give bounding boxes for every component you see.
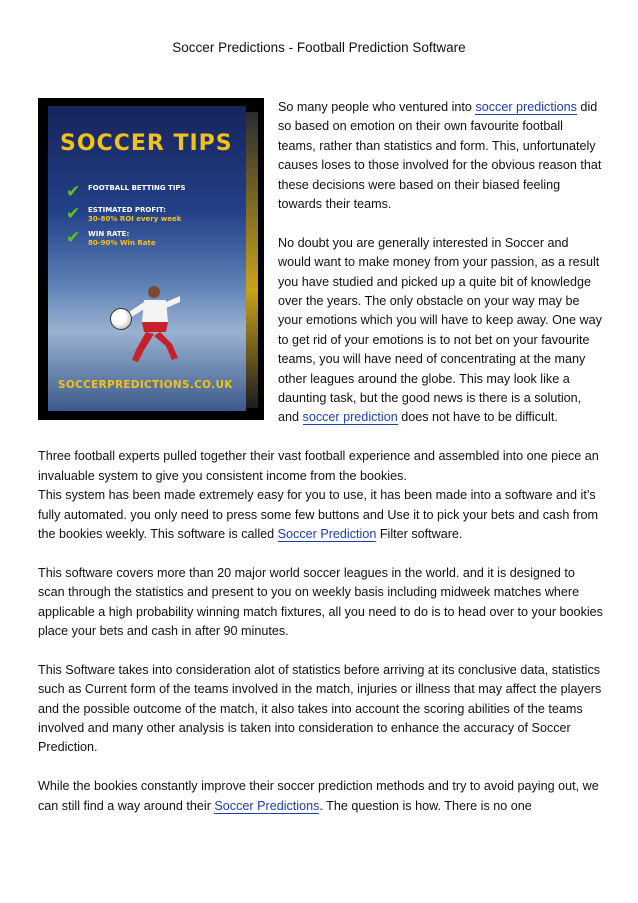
link-soccer-predictions-bookies[interactable]: Soccer Predictions [214,798,320,813]
link-soccer-prediction[interactable]: soccer prediction [302,410,398,425]
feature-item: ✔ ESTIMATED PROFIT: 30-80% ROI every week [66,204,182,223]
box-title: SOCCER TIPS [60,131,233,156]
feature-item: ✔ FOOTBALL BETTING TIPS [66,182,186,201]
paragraph-1: So many people who ventured into soccer predictions did so based on emotion on their own favourite football teams, rather than statistics and form. This, unfortunately causes loses to those involved for the obvious reason that these decisions were based on their biased feeling towards their teams. [278,100,602,212]
paragraph-3: Three football experts pulled together their vast football experience and assembled into one piece an invaluable system to give you consistent income from the bookies. This system has been made extremely easy for you to use, it has been made into a software and it’s fully automated. you only need to press some few buttons and Use it to pick your bets and cash from the bookies weekly. This software is called Soccer Prediction Filter software. [38,449,599,541]
check-icon: ✔ [66,182,81,201]
product-box-side [246,112,258,408]
check-icon: ✔ [66,228,81,247]
page-title: Soccer Predictions - Football Prediction Software [172,40,466,55]
paragraph-5: This Software takes into consideration alot of statistics before arriving at its conclusive data, statistics such as Current form of the teams involved in the match, injuries or illness that may affect the players and the possible outcome of the match, it also takes into account the scoring abilities of the teams involved and many other analysis is taken into consideration to enhance the accuracy of Soccer Prediction. [38,662,602,755]
soccer-ball-icon [110,308,132,330]
paragraph-4: This software covers more than 20 major world soccer leagues in the world. and it is designed to scan through the statistics and present to you on weekly basis including midweek matches where applicable a high probability winning match fixtures, all you need to do is to head over to your bookies place your bets and cash in after 90 minutes. [38,565,603,638]
link-soccer-prediction-software[interactable]: Soccer Prediction [277,526,377,541]
paragraph-2: No doubt you are generally interested in Soccer and would want to make money from your passion, as a result you have studied and picked up a quite bit of knowledge over the years. The only obstacle on your way may be your emotions which you will have to keep away. One way to get rid of your emotions is to not bet on your favourite teams, you will have need of concentrating at the many other leagues around the globe. This may look like a daunting task, but the good news is there is a solution, and soccer prediction does not have to be difficult. [278,235,602,425]
feature-item: ✔ WIN RATE: 80-90% Win Rate [66,228,156,247]
soccer-tips-product-image [38,98,264,420]
link-soccer-predictions[interactable]: soccer predictions [475,100,577,114]
paragraph-6: While the bookies constantly improve their soccer prediction methods and try to avoid paying out, we can still find a way around their Soccer Predictions. The question is how. There is no one [38,779,599,813]
article-body [38,98,603,816]
soccer-player-icon [122,284,182,364]
feature-list [66,184,186,254]
check-icon: ✔ [66,204,81,223]
site-url: SOCCERPREDICTIONS.CO.UK [58,379,233,391]
